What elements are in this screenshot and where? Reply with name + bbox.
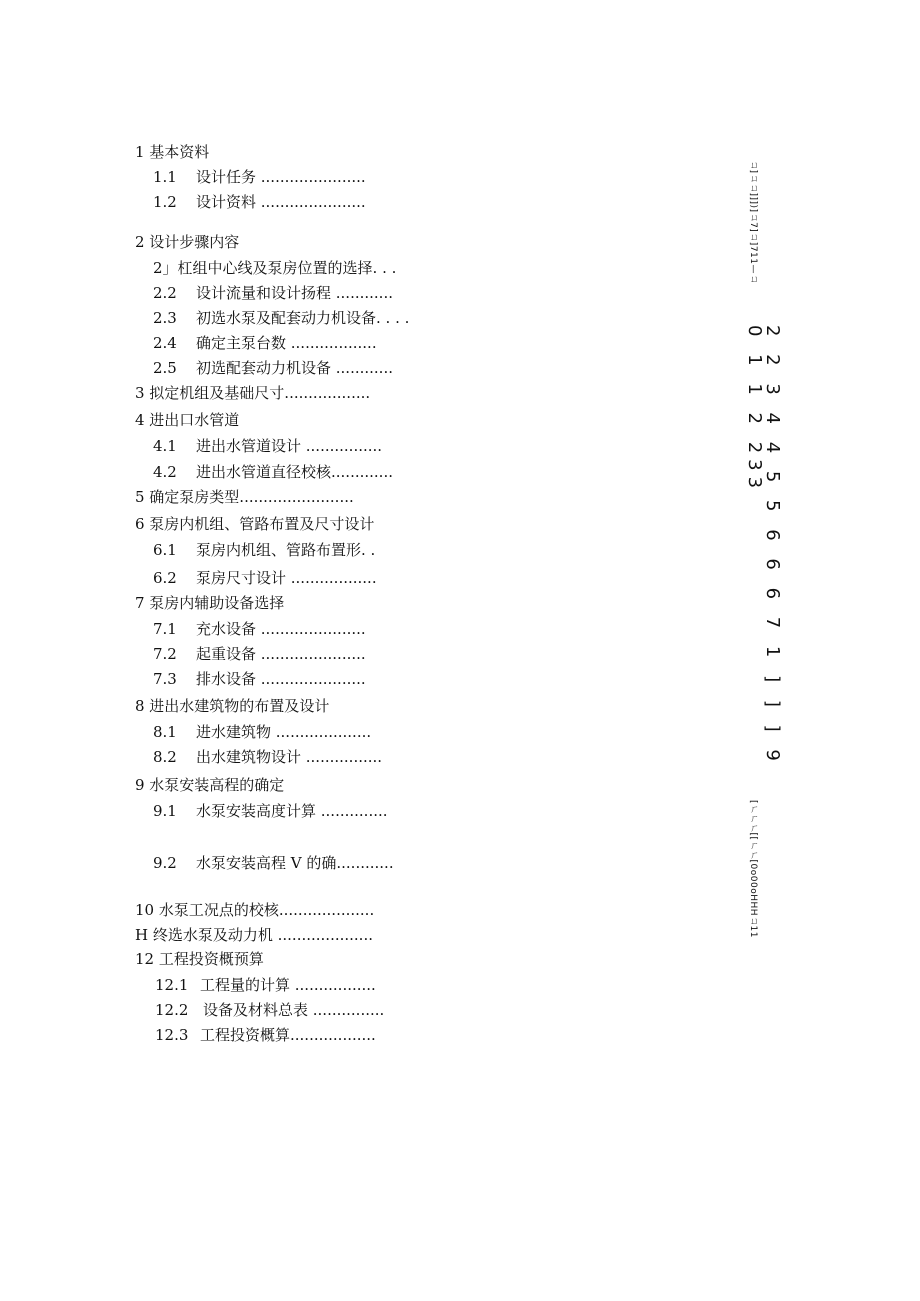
- toc-heading-9: 9 水泵安装高程的确定: [135, 776, 285, 794]
- toc-entry-2-1: 2」杠组中心线及泵房位置的选择. . .: [153, 259, 397, 277]
- toc-heading-5: 5 确定泵房类型........................: [135, 488, 354, 506]
- toc-entry-7-3: 排水设备 ......................: [196, 670, 366, 688]
- toc-num-8-2: 8.2: [153, 748, 177, 766]
- toc-entry-1-1: 设计任务 ......................: [196, 168, 366, 186]
- toc-num-12-2: 12.2: [155, 1001, 189, 1019]
- toc-num-4-2: 4.2: [153, 463, 177, 481]
- toc-entry-9-2: 水泵安装高程 V 的确............: [196, 854, 394, 872]
- toc-heading-2: 2 设计步骤内容: [135, 233, 240, 251]
- toc-heading-7: 7 泵房内辅助设备选择: [135, 594, 285, 612]
- toc-num-9-2: 9.2: [153, 854, 177, 872]
- toc-heading-8: 8 进出水建筑物的布置及设计: [135, 697, 330, 715]
- toc-entry-8-1: 进水建筑物 ....................: [196, 723, 372, 741]
- toc-entry-7-1: 充水设备 ......................: [196, 620, 366, 638]
- toc-heading-12: 12 工程投资概预算: [135, 950, 264, 968]
- toc-entry-12-3: 工程投资概算..................: [200, 1026, 376, 1044]
- page-numbers-bottom: [ㄏㄏㄏ[[ㄏㄏ[0o00oHHHㄩ11: [748, 800, 758, 938]
- toc-entry-7-2: 起重设备 ......................: [196, 645, 366, 663]
- toc-entry-8-2: 出水建筑物设计 ................: [196, 748, 383, 766]
- toc-num-2-4: 2.4: [153, 334, 177, 352]
- toc-entry-4-1: 进出水管道设计 ................: [196, 437, 383, 455]
- toc-entry-12-2: 设备及材料总表 ...............: [203, 1001, 385, 1019]
- toc-num-7-2: 7.2: [153, 645, 177, 663]
- toc-entry-2-2: 设计流量和设计扬程 ............: [196, 284, 393, 302]
- toc-num-1-2: 1.2: [153, 193, 177, 211]
- toc-entry-4-2: 进出水管道直径校核.............: [196, 463, 393, 481]
- toc-entry-2-3: 初选水泵及配套动力机设备. . . .: [196, 309, 410, 327]
- toc-entry-9-1: 水泵安装高度计算 ..............: [196, 802, 388, 820]
- toc-num-9-1: 9.1: [153, 802, 177, 820]
- toc-num-2-3: 2.3: [153, 309, 177, 327]
- page-number-column: [742, 160, 783, 1020]
- toc-num-2-5: 2.5: [153, 359, 177, 377]
- toc-num-2-2: 2.2: [153, 284, 177, 302]
- toc-num-12-3: 12.3: [155, 1026, 189, 1044]
- toc-heading-1: 1 基本资料: [135, 143, 210, 161]
- toc-heading-10: 10 水泵工况点的校核....................: [135, 901, 375, 919]
- toc-num-7-1: 7.1: [153, 620, 177, 638]
- toc-num-12-1: 12.1: [155, 976, 189, 994]
- toc-heading-6: 6 泵房内机组、管路布置及尺寸设计: [135, 515, 375, 533]
- toc-entry-6-1: 泵房内机组、管路布置形. .: [196, 541, 376, 559]
- toc-heading-11: H 终选水泵及动力机 ....................: [135, 926, 373, 944]
- toc-entry-12-1: 工程量的计算 .................: [200, 976, 376, 994]
- toc-num-6-1: 6.1: [153, 541, 177, 559]
- toc-entry-2-5: 初选配套动力机设备 ............: [196, 359, 393, 377]
- page-numbers-main: 2 2 3 4 4 5 5 6 6 6 7 1 ] ] ] 9 0 1 1 2 233: [744, 325, 783, 767]
- toc-entry-2-4: 确定主泵台数 ..................: [196, 334, 377, 352]
- toc-heading-3: 3 拟定机组及基础尺寸..................: [135, 384, 371, 402]
- toc-num-6-2: 6.2: [153, 569, 177, 587]
- page-numbers-top: ㄩ]ㄩㄩ]]])]ㄩ7]ㄩ]711—ㄩ: [748, 160, 758, 284]
- toc-num-8-1: 8.1: [153, 723, 177, 741]
- toc-entry-6-2: 泵房尺寸设计 ..................: [196, 569, 377, 587]
- toc-heading-4: 4 进出口水管道: [135, 411, 240, 429]
- toc-num-1-1: 1.1: [153, 168, 177, 186]
- toc-entry-1-2: 设计资料 ......................: [196, 193, 366, 211]
- toc-num-7-3: 7.3: [153, 670, 177, 688]
- toc-num-4-1: 4.1: [153, 437, 177, 455]
